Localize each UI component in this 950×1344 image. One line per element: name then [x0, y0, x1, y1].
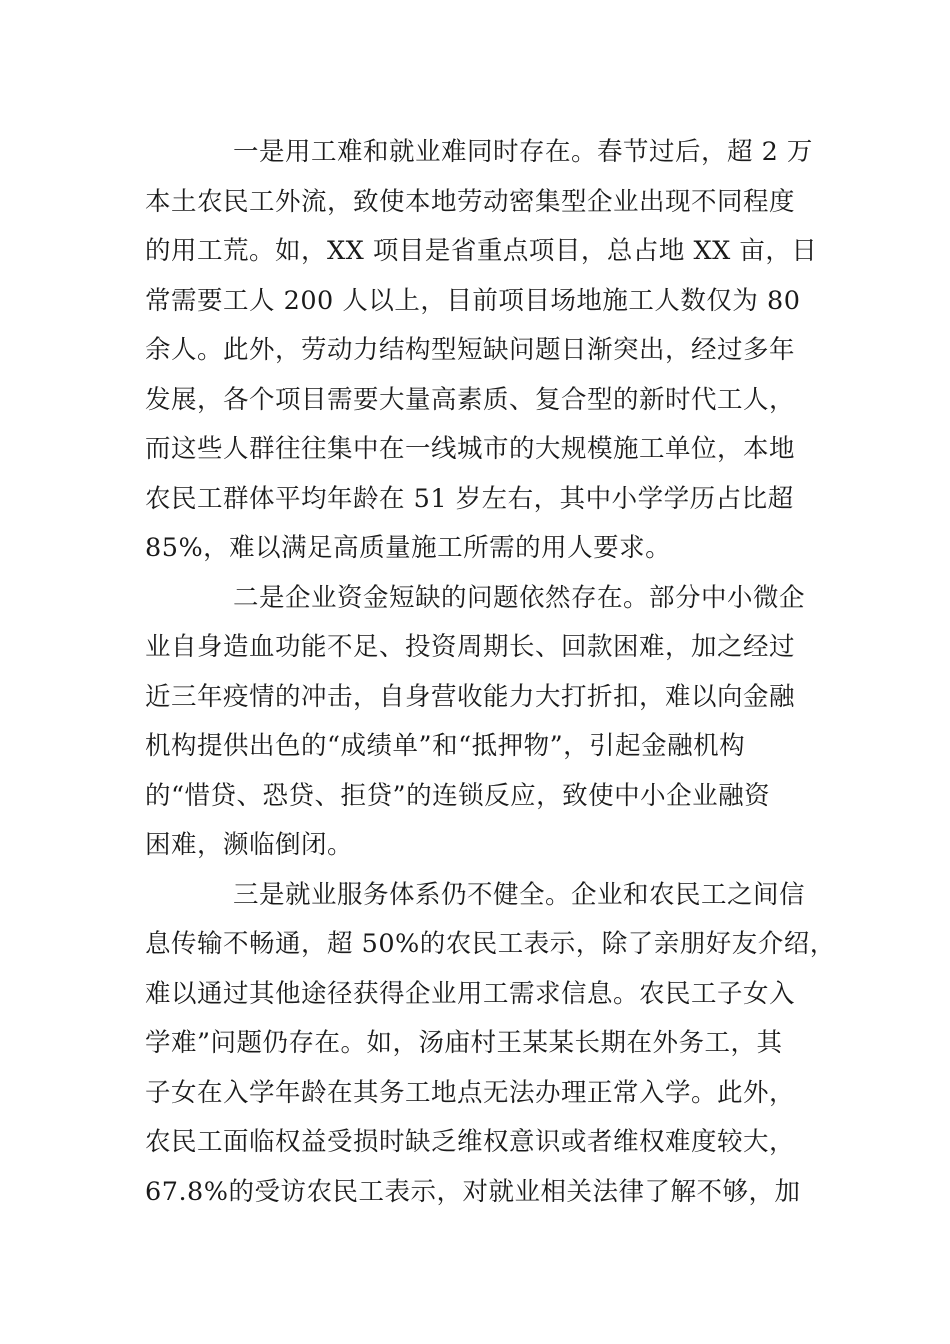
paragraph-2-line-6: 困难，濒临倒闭。 — [145, 830, 354, 860]
paragraph-2-line-3: 近三年疫情的冲击，自身营收能力大打折扣，难以向金融 — [145, 681, 796, 712]
paragraph-1-line-5: 余人。此外，劳动力结构型短缺问题日渐突出，经过多年 — [145, 335, 796, 365]
paragraph-1-line-2: 本土农民工外流，致使本地劳动密集型企业出现不同程度 — [145, 186, 796, 217]
paragraph-3-line-3: 难以通过其他途径获得企业用工需求信息。农民工子女入 — [145, 978, 796, 1009]
paragraph-1-line-4: 常需要工人 200 人以上，目前项目场地施工人数仅为 80 — [145, 285, 801, 316]
paragraph-2-line-5: 的“惜贷、恐贷、拒贷”的连锁反应，致使中小企业融资 — [145, 780, 771, 811]
paragraph-3-line-6: 农民工面临权益受损时缺乏维权意识或者维权难度较大， — [145, 1127, 796, 1157]
paragraph-2-line-1: 二是企业资金短缺的问题依然存在。部分中小微企 — [233, 582, 806, 613]
paragraph-3-line-2: 息传输不畅通，超 50%的农民工表示，除了亲朋好友介绍， — [145, 929, 836, 959]
paragraph-3-line-7: 67.8%的受访农民工表示，对就业相关法律了解不够，加 — [145, 1176, 801, 1207]
paragraph-1-line-8: 农民工群体平均年龄在 51 岁左右，其中小学学历占比超 — [145, 483, 794, 514]
paragraph-1-line-3: 的用工荒。如，XX 项目是省重点项目，总占地 XX 亩，日 — [145, 236, 818, 266]
body-text — [145, 128, 836, 1217]
paragraph-2-line-2: 业自身造血功能不足、投资周期长、回款困难，加之经过 — [145, 632, 796, 662]
paragraph-3-line-4: 学难”问题仍存在。如，汤庙村王某某长期在外务工，其 — [145, 1028, 783, 1058]
paragraph-1-line-9: 85%，难以满足高质量施工所需的用人要求。 — [145, 533, 672, 563]
paragraph-3-line-1: 三是就业服务体系仍不健全。企业和农民工之间信 — [233, 879, 806, 910]
paragraph-1-line-7: 而这些人群往往集中在一线城市的大规模施工单位，本地 — [145, 434, 796, 464]
paragraph-2-line-4: 机构提供出色的“成绩单”和“抵押物”，引起金融机构 — [145, 731, 746, 761]
paragraph-1-line-1: 一是用工难和就业难同时存在。春节过后，超 2 万 — [233, 137, 813, 167]
paragraph-3-line-5: 子女在入学年龄在其务工地点无法办理正常入学。此外， — [145, 1077, 796, 1108]
paragraph-1-line-6: 发展，各个项目需要大量高素质、复合型的新时代工人， — [145, 384, 796, 415]
